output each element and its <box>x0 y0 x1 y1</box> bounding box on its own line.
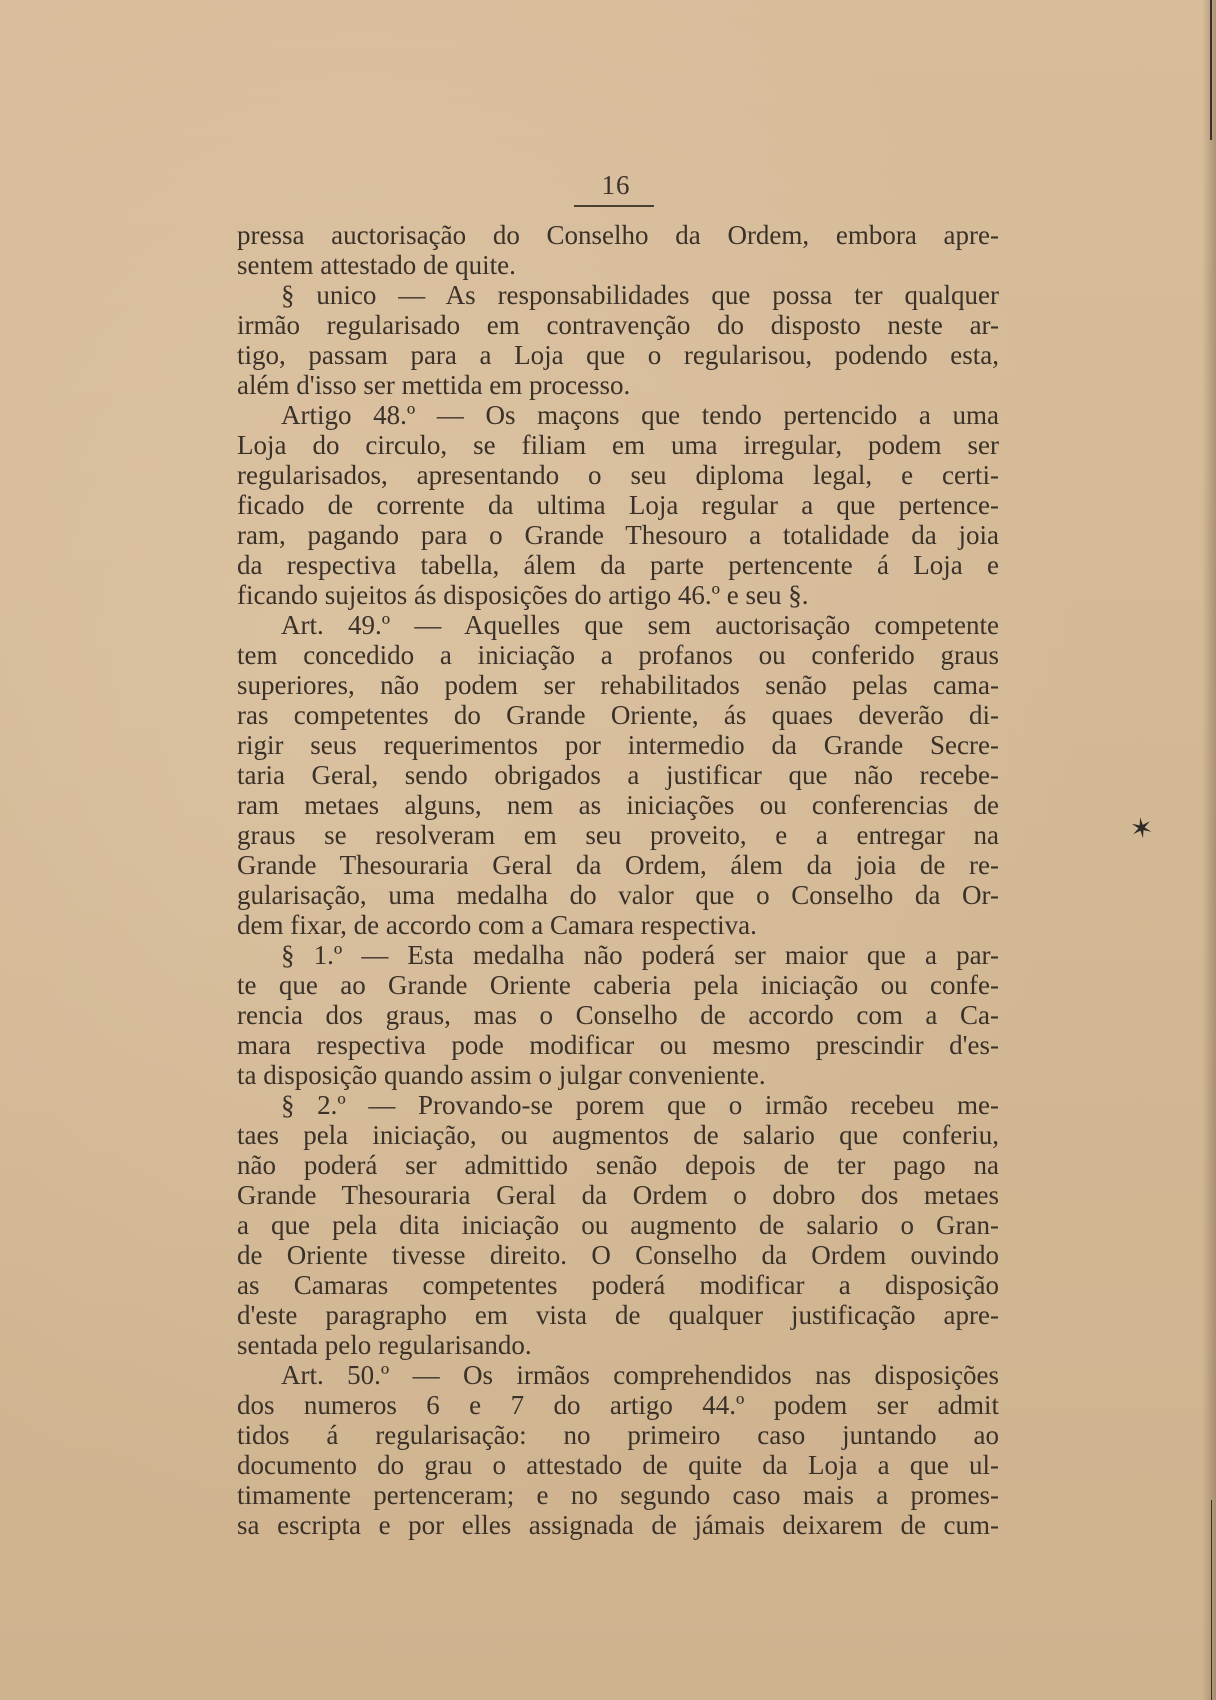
page-number-rule <box>574 205 654 207</box>
text-line: sentada pelo regularisando. <box>237 1330 532 1360</box>
text-line: a que pela dita iniciação ou augmento de salario o Gran- <box>237 1210 999 1240</box>
text-line: timamente pertenceram; e no segundo caso mais a promes- <box>237 1480 999 1510</box>
text-line: graus se resolveram em seu proveito, e a entregar na <box>237 820 999 850</box>
page-number: 16 <box>601 170 631 200</box>
text-line: tigo, passam para a Loja que o regularisou, podendo esta, <box>237 340 999 370</box>
text-line: sentem attestado de quite. <box>237 250 516 280</box>
text-line: as Camaras competentes poderá modificar a disposição <box>237 1270 999 1300</box>
text-line: rencia dos graus, mas o Conselho de accordo com a Ca- <box>237 1000 999 1030</box>
page-edge-line-top <box>1210 0 1212 140</box>
text-line: superiores, não podem ser rehabilitados senão pelas cama- <box>237 670 999 700</box>
text-line: além d'isso ser mettida em processo. <box>237 370 631 400</box>
text-line: § unico — As responsabilidades que possa ter qualquer <box>281 280 999 310</box>
ink-blot-mark: ✶ <box>1128 812 1156 847</box>
text-line: irmão regularisado em contravenção do disposto neste ar- <box>237 310 999 340</box>
text-line: taria Geral, sendo obrigados a justificar que não recebe- <box>237 760 999 790</box>
text-line: dos numeros 6 e 7 do artigo 44.º podem ser admit <box>237 1390 999 1420</box>
text-line: Grande Thesouraria Geral da Ordem, álem da joia de re- <box>237 850 999 880</box>
text-line: Grande Thesouraria Geral da Ordem o dobro dos metaes <box>237 1180 999 1210</box>
text-line: documento do grau o attestado de quite da Loja a que ul- <box>237 1450 999 1480</box>
text-line: te que ao Grande Oriente caberia pela iniciação ou confe- <box>237 970 999 1000</box>
text-line: ta disposição quando assim o julgar conveniente. <box>237 1060 766 1090</box>
page-edge-shadow <box>1202 0 1216 1700</box>
text-line: ram metaes alguns, nem as iniciações ou conferencias de <box>237 790 999 820</box>
text-line: ras competentes do Grande Oriente, ás quaes deverão di- <box>237 700 999 730</box>
text-line: § 2.º — Provando-se porem que o irmão recebeu me- <box>281 1090 999 1120</box>
text-line: sa escripta e por elles assignada de jámais deixarem de cum- <box>237 1510 999 1540</box>
text-line: Loja do circulo, se filiam em uma irregular, podem ser <box>237 430 999 460</box>
text-line: tidos á regularisação: no primeiro caso juntando ao <box>237 1420 999 1450</box>
text-line: Art. 50.º — Os irmãos comprehendidos nas disposições <box>281 1360 999 1390</box>
page-edge-line-bottom <box>1211 1500 1212 1700</box>
text-line: d'este paragrapho em vista de qualquer justificação apre- <box>237 1300 999 1330</box>
text-line: Artigo 48.º — Os maçons que tendo pertencido a uma <box>281 400 999 430</box>
text-line: da respectiva tabella, álem da parte pertencente á Loja e <box>237 550 999 580</box>
text-line: ram, pagando para o Grande Thesouro a totalidade da joia <box>237 520 999 550</box>
text-line: ficando sujeitos ás disposições do artigo 46.º e seu §. <box>237 580 809 610</box>
text-line: não poderá ser admittido senão depois de ter pago na <box>237 1150 999 1180</box>
text-line: tem concedido a iniciação a profanos ou conferido graus <box>237 640 999 670</box>
text-line: § 1.º — Esta medalha não poderá ser maior que a par- <box>281 940 999 970</box>
body-text <box>237 220 999 1540</box>
text-line: ficado de corrente da ultima Loja regular a que pertence- <box>237 490 999 520</box>
text-line: gularisação, uma medalha do valor que o Conselho da Or- <box>237 880 999 910</box>
text-line: taes pela iniciação, ou augmentos de salario que conferiu, <box>237 1120 999 1150</box>
text-line: regularisados, apresentando o seu diploma legal, e certi- <box>237 460 999 490</box>
text-line: rigir seus requerimentos por intermedio da Grande Secre- <box>237 730 999 760</box>
text-line: mara respectiva pode modificar ou mesmo prescindir d'es- <box>237 1030 999 1060</box>
text-line: pressa auctorisação do Conselho da Ordem, embora apre- <box>237 220 999 250</box>
text-line: dem fixar, de accordo com a Camara respectiva. <box>237 910 757 940</box>
text-line: de Oriente tivesse direito. O Conselho da Ordem ouvindo <box>237 1240 999 1270</box>
text-line: Art. 49.º — Aquelles que sem auctorisação competente <box>281 610 999 640</box>
